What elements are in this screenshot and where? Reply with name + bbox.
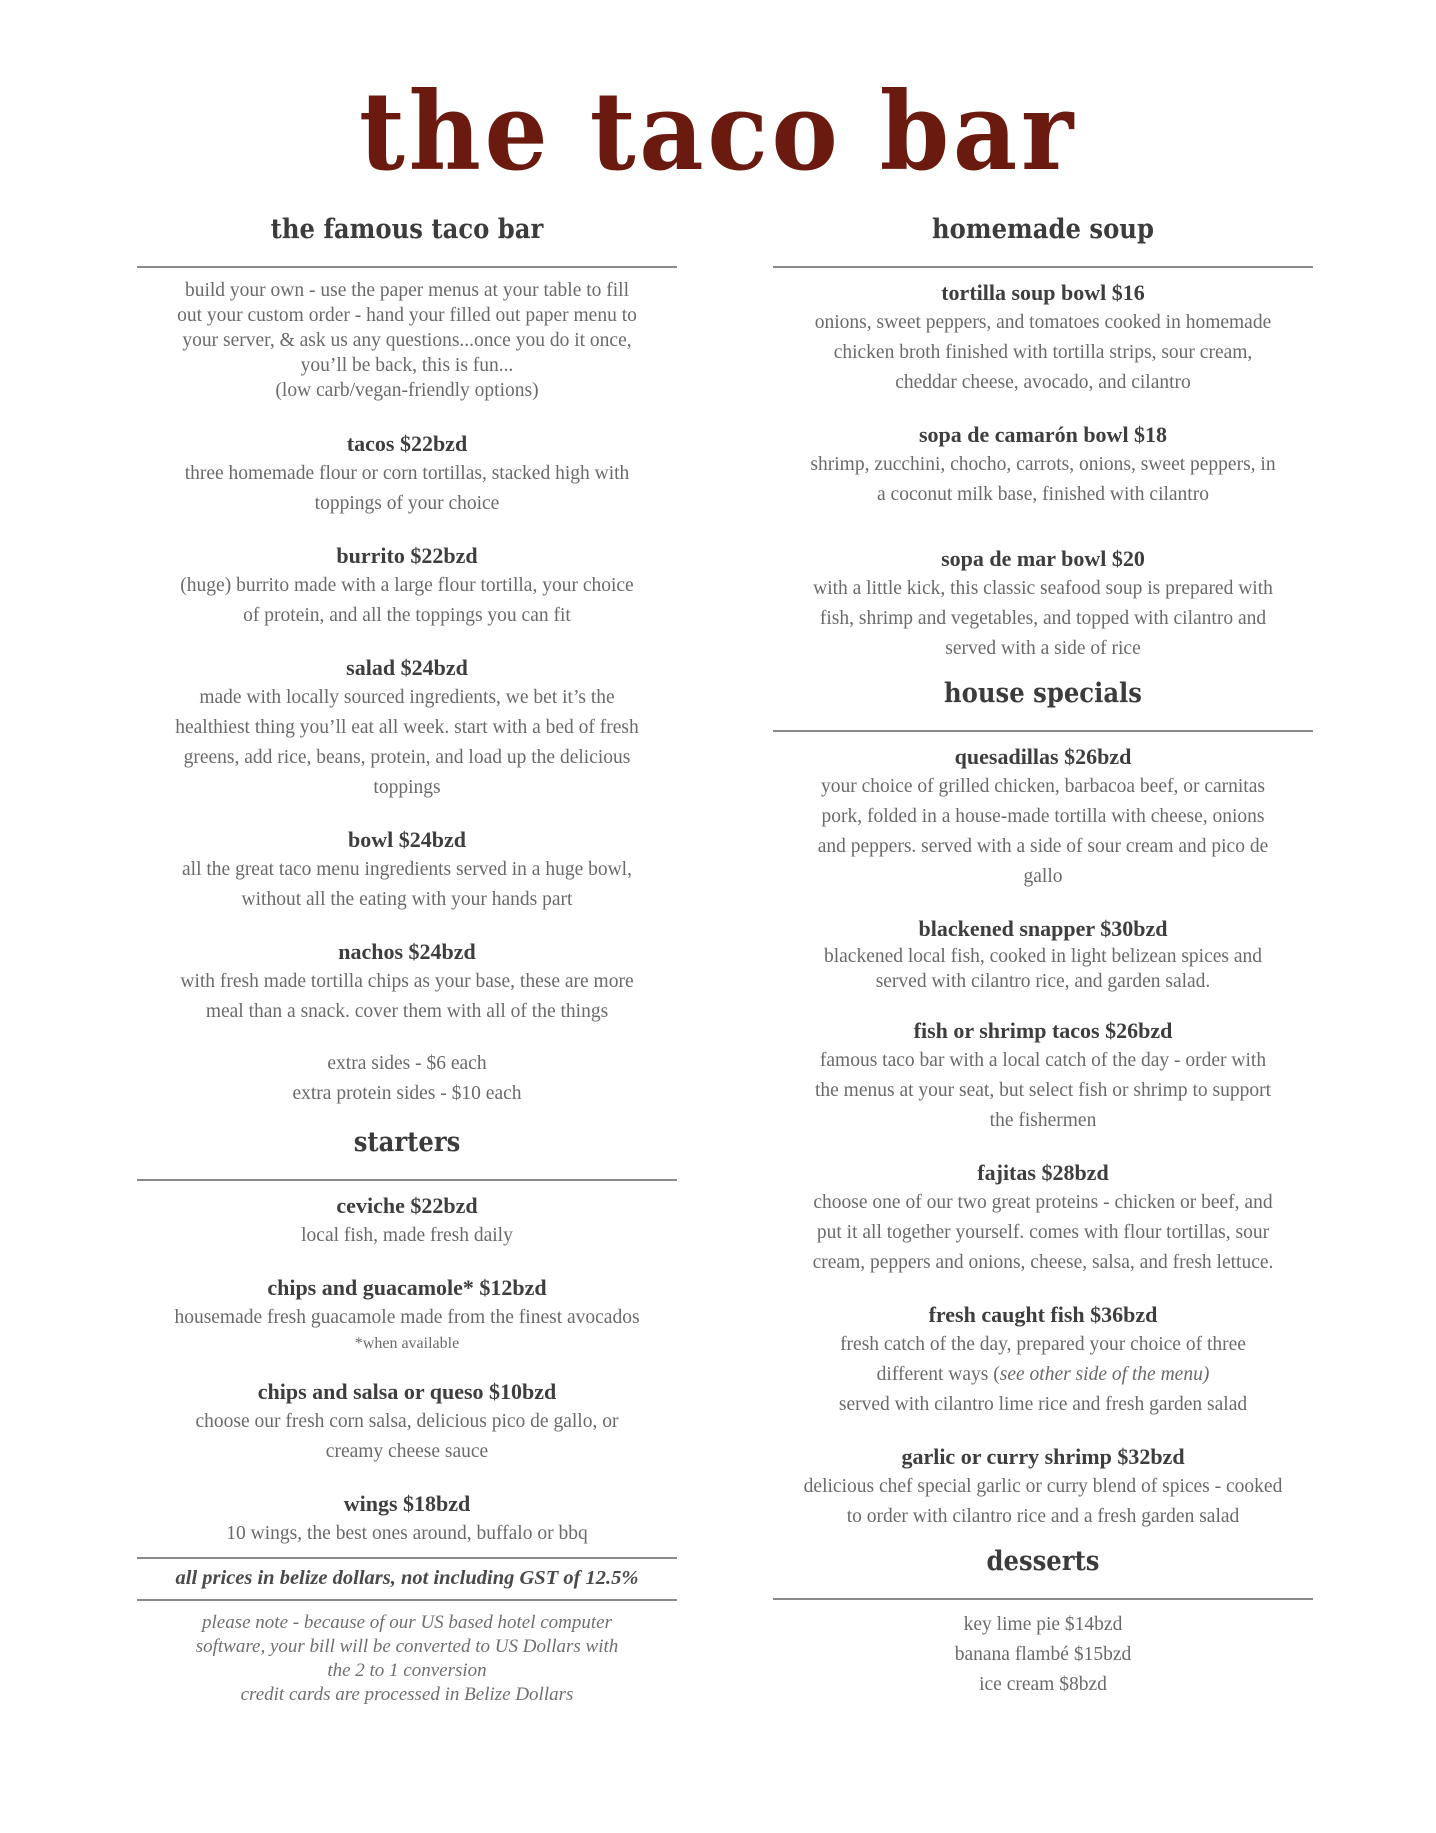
- menu-item-sopa-de-mar: [773, 544, 1313, 664]
- menu-item-nachos: [137, 937, 677, 1027]
- menu-item-blackened-snapper: [773, 914, 1313, 994]
- right-column: [773, 210, 1313, 1700]
- item-name: blackened snapper $30bzd: [918, 916, 1168, 941]
- item-name: quesadillas $26bzd: [954, 744, 1132, 769]
- extra-protein-sides: extra protein sides - $10 each: [292, 1083, 522, 1104]
- item-description: all the great taco menu ingredients served in a huge bowl, without all the eating with your hands part: [182, 859, 632, 910]
- menu-item-tacos: [137, 429, 677, 519]
- item-name: salad $24bzd: [346, 655, 468, 680]
- left-column: [137, 210, 677, 1707]
- item-description: (huge) burrito made with a large flour tortilla, your choice of protein, and all the toppings you can fit: [180, 575, 634, 626]
- item-name: burrito $22bzd: [336, 543, 478, 568]
- menu-item-wings: [137, 1489, 677, 1549]
- currency-note: please note - because of our US based hotel computer software, your bill will be converted to US Dollars with the 2 to 1 conversion credit cards are processed in Belize Dollars: [195, 1612, 619, 1705]
- item-description: housemade fresh guacamole made from the finest avocados: [174, 1307, 640, 1328]
- divider: [773, 266, 1313, 268]
- menu-item-ceviche: [137, 1191, 677, 1251]
- item-name: fish or shrimp tacos $26bzd: [913, 1018, 1173, 1043]
- menu-item-fajitas: [773, 1158, 1313, 1278]
- availability-note: *when available: [354, 1335, 460, 1352]
- item-description: choose one of our two great proteins - chicken or beef, and put it all together yourself. comes with flour tortillas, sour cream, peppers and onions, cheese, salsa, and fresh lettuce.: [812, 1192, 1274, 1273]
- item-name: ceviche $22bzd: [336, 1193, 478, 1218]
- item-name: tacos $22bzd: [346, 431, 468, 456]
- menu-item-chips-salsa-queso: [137, 1377, 677, 1467]
- menu-item-fish-shrimp-tacos: [773, 1016, 1313, 1136]
- menu-item-fresh-caught-fish: [773, 1300, 1313, 1420]
- divider: [137, 1599, 677, 1601]
- menu-item-sopa-de-camaron: [773, 420, 1313, 510]
- menu-item-garlic-curry-shrimp: [773, 1442, 1313, 1532]
- item-description: made with locally sourced ingredients, we bet it’s the healthiest thing you’ll eat all week. start with a bed of fresh greens, add rice, beans, protein, and load up the delicious toppings: [175, 687, 639, 798]
- item-description: famous taco bar with a local catch of the day - order with the menus at your seat, but select fish or shrimp to support the fishermen: [814, 1050, 1271, 1131]
- item-description: shrimp, zucchini, chocho, carrots, onions, sweet peppers, in a coconut milk base, finished with cilantro: [810, 454, 1276, 505]
- intro-line: out your custom order - hand your filled out paper menu to: [177, 305, 637, 326]
- item-description: local fish, made fresh daily: [301, 1225, 513, 1246]
- section-heading-homemade-soup: homemade soup: [932, 214, 1154, 245]
- divider: [137, 266, 677, 268]
- item-name: wings $18bzd: [343, 1491, 471, 1516]
- dessert-item: key lime pie $14bzd: [963, 1614, 1123, 1635]
- item-name: sopa de camarón bowl $18: [918, 422, 1168, 447]
- divider: [137, 1557, 677, 1559]
- item-name: garlic or curry shrimp $32bzd: [901, 1444, 1185, 1469]
- item-name: bowl $24bzd: [348, 827, 466, 852]
- item-name: chips and guacamole* $12bzd: [267, 1275, 547, 1300]
- item-name: tortilla soup bowl $16: [941, 280, 1145, 305]
- item-description: blackened local fish, cooked in light belizean spices and served with cilantro rice, and garden salad.: [823, 946, 1263, 992]
- famous-intro: [137, 278, 677, 403]
- item-description: 10 wings, the best ones around, buffalo or bbq: [226, 1523, 588, 1544]
- section-heading-house-specials: house specials: [944, 678, 1142, 709]
- dessert-list: [773, 1610, 1313, 1700]
- menu-item-quesadillas: [773, 742, 1313, 892]
- menu-item-burrito: [137, 541, 677, 631]
- item-name: sopa de mar bowl $20: [941, 546, 1145, 571]
- section-heading-starters: starters: [353, 1127, 461, 1158]
- divider: [773, 730, 1313, 732]
- menu-item-chips-guacamole: [137, 1273, 677, 1355]
- intro-line: your server, & ask us any questions...once you do it once,: [182, 330, 632, 351]
- item-name: chips and salsa or queso $10bzd: [257, 1379, 557, 1404]
- extras: [137, 1049, 677, 1109]
- gst-notice: all prices in belize dollars, not including GST of 12.5%: [175, 1567, 639, 1589]
- menu-title: the taco bar: [359, 69, 1077, 195]
- dessert-item: banana flambé $15bzd: [954, 1644, 1132, 1665]
- divider: [773, 1598, 1313, 1600]
- intro-line: (low carb/vegan-friendly options): [275, 380, 539, 401]
- item-description: choose our fresh corn salsa, delicious pico de gallo, or creamy cheese sauce: [195, 1411, 619, 1462]
- extra-sides: extra sides - $6 each: [327, 1053, 487, 1074]
- item-name: fajitas $28bzd: [977, 1160, 1109, 1185]
- menu-item-tortilla-soup: [773, 278, 1313, 398]
- item-description: onions, sweet peppers, and tomatoes cooked in homemade chicken broth finished with tortilla strips, sour cream, cheddar cheese, avocado, and cilantro: [814, 312, 1272, 393]
- item-description: with a little kick, this classic seafood soup is prepared with fish, shrimp and vegetables, and topped with cilantro and served with a side of rice: [813, 578, 1273, 659]
- item-description: three homemade flour or corn tortillas, stacked high with toppings of your choice: [184, 463, 630, 514]
- dessert-item: ice cream $8bzd: [979, 1674, 1107, 1695]
- item-name: nachos $24bzd: [338, 939, 476, 964]
- item-description: your choice of grilled chicken, barbacoa beef, or carnitas pork, folded in a house-made tortilla with cheese, onions and peppers. served with a side of sour cream and pico de gallo: [817, 776, 1269, 887]
- menu-item-salad: [137, 653, 677, 803]
- item-description: fresh catch of the day, prepared your choice of three different ways (see other side of the menu) served with cilantro lime rice and fresh garden salad: [838, 1334, 1248, 1415]
- divider: [137, 1179, 677, 1181]
- item-description: with fresh made tortilla chips as your base, these are more meal than a snack. cover them with all of the things: [180, 971, 634, 1022]
- intro-line: build your own - use the paper menus at your table to fill: [184, 280, 630, 301]
- item-description: delicious chef special garlic or curry blend of spices - cooked to order with cilantro rice and a fresh garden salad: [803, 1476, 1283, 1527]
- intro-line: you’ll be back, this is fun...: [300, 355, 514, 376]
- section-heading-desserts: desserts: [986, 1546, 1100, 1577]
- section-heading-famous-taco-bar: the famous taco bar: [270, 214, 544, 245]
- see-other-side-note: see other side of the menu): [999, 1364, 1210, 1385]
- item-name: fresh caught fish $36bzd: [928, 1302, 1158, 1327]
- menu-item-bowl: [137, 825, 677, 915]
